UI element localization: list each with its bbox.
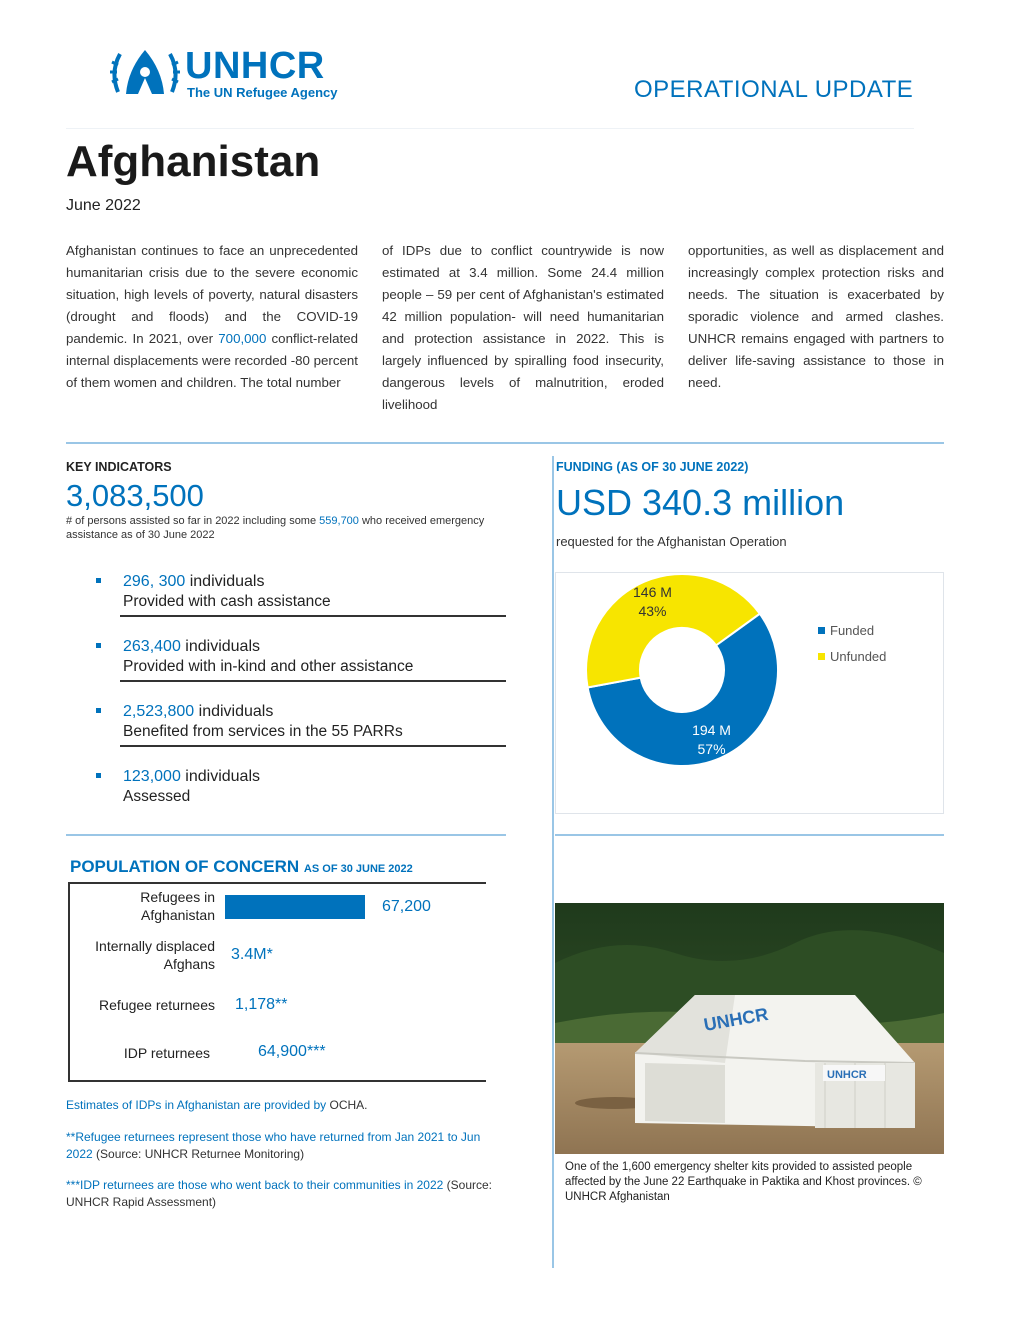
population-row-label: Refugee returnees bbox=[99, 997, 215, 1013]
indicator-underline bbox=[120, 615, 506, 617]
tent-photo-illustration bbox=[555, 903, 944, 1154]
indicator-underline bbox=[120, 745, 506, 747]
document-type: OPERATIONAL UPDATE bbox=[634, 76, 914, 103]
section-divider bbox=[66, 442, 944, 444]
note-text: OCHA. bbox=[329, 1098, 368, 1112]
note-text: (Source: UNHCR Returnee Monitoring) bbox=[96, 1147, 305, 1161]
indicator-value: 263,400 bbox=[123, 638, 181, 655]
label-line: Internally displaced bbox=[95, 938, 215, 954]
population-title bbox=[70, 856, 413, 880]
note-text: ***IDP returnees are those who went back to their communities in 2022 bbox=[66, 1178, 447, 1192]
legend-label: Funded bbox=[830, 623, 875, 638]
funding-title: FUNDING (AS OF 30 JUNE 2022) bbox=[556, 460, 749, 474]
tent-side-logo-text: UNHCR bbox=[827, 1069, 867, 1081]
funding-amount: USD 340.3 million bbox=[556, 482, 845, 523]
chart-legend bbox=[818, 623, 886, 665]
label-line: Refugees in bbox=[140, 889, 215, 905]
report-date: June 2022 bbox=[66, 197, 141, 214]
note-text: (Source: UNHCR Rapid Assessment) bbox=[66, 1178, 493, 1209]
indicator-label: Assessed bbox=[123, 788, 191, 805]
indicator-item bbox=[96, 702, 506, 750]
intro-column-1 bbox=[66, 240, 358, 394]
indicator-unit: individuals bbox=[180, 768, 260, 785]
population-title-suffix: AS OF 30 JUNE 2022 bbox=[303, 863, 413, 875]
section-divider bbox=[555, 834, 944, 836]
funding-subtitle: requested for the Afghanistan Operation bbox=[556, 534, 787, 549]
legend-swatch bbox=[818, 627, 825, 634]
tent-logo-text: UNHCR bbox=[702, 1003, 770, 1035]
bullet-icon bbox=[96, 578, 101, 583]
desc-highlight: 559,700 bbox=[319, 515, 359, 527]
intro-column-3: opportunities, as well as displacement and increasingly complex protection risks and needs. The situation is exacerbated by sporadic violence and armed clashes. UNHCR remains engaged with partners to deliver life-saving assistance to those in need. bbox=[688, 243, 944, 390]
indicator-value: 123,000 bbox=[123, 768, 181, 785]
legend-item-unfunded bbox=[818, 649, 886, 665]
slice-value-label: 146 M bbox=[633, 584, 672, 601]
footnote-2 bbox=[66, 1129, 496, 1163]
key-indicators-description bbox=[66, 514, 506, 542]
page-title: Afghanistan bbox=[66, 137, 321, 186]
funding-chart bbox=[555, 572, 944, 814]
intro-highlight: 700,000 bbox=[218, 331, 267, 346]
population-title-text: POPULATION OF CONCERN bbox=[70, 857, 300, 876]
label-line: Afghans bbox=[163, 956, 215, 972]
population-row-label bbox=[70, 937, 215, 973]
indicator-unit: individuals bbox=[185, 573, 265, 590]
population-value: 3.4M* bbox=[231, 946, 273, 963]
donut-chart bbox=[556, 573, 945, 815]
footnote-1 bbox=[66, 1097, 496, 1114]
bullet-icon bbox=[96, 643, 101, 648]
legend-item-funded bbox=[818, 623, 886, 639]
desc-text: who received emergency assistance as of 30 June 2022 bbox=[66, 515, 485, 541]
indicator-label: Provided with cash assistance bbox=[123, 593, 331, 610]
indicator-label: Provided with in-kind and other assistance bbox=[123, 658, 414, 675]
key-indicators-title: KEY INDICATORS bbox=[66, 460, 172, 474]
indicator-value: 296, 300 bbox=[123, 573, 186, 590]
shelter-photo bbox=[555, 903, 944, 1154]
column-divider bbox=[552, 456, 554, 1268]
label-line: Afghanistan bbox=[141, 907, 215, 923]
note-text: **Refugee returnees represent those who have returned from Jan 2021 to Jun 2022 bbox=[66, 1130, 481, 1161]
population-value: 67,200 bbox=[382, 898, 431, 915]
section-divider bbox=[66, 834, 506, 836]
legend-label: Unfunded bbox=[830, 649, 887, 664]
intro-text: Afghanistan continues to face an unprecedented humanitarian crisis due to the severe economic situation, high levels of poverty, natural disasters (drought and floods) and the COVID-19 pandemic. In 2021, over bbox=[66, 243, 358, 346]
bullet-icon bbox=[96, 708, 101, 713]
population-row-label: IDP returnees bbox=[123, 1045, 210, 1061]
indicator-item bbox=[96, 767, 506, 815]
slice-value-label: 194 M bbox=[692, 721, 731, 738]
logo-wordmark: UNHCR bbox=[185, 45, 325, 87]
header-divider bbox=[66, 128, 914, 129]
key-indicators-total: 3,083,500 bbox=[66, 478, 204, 513]
indicator-underline bbox=[120, 680, 506, 682]
population-bar bbox=[225, 895, 365, 919]
unhcr-emblem-icon bbox=[108, 42, 182, 104]
indicator-item bbox=[96, 637, 506, 685]
slice-percent-label: 43% bbox=[638, 603, 667, 620]
legend-swatch bbox=[818, 653, 825, 660]
slice-percent-label: 57% bbox=[697, 740, 726, 757]
indicator-value: 2,523,800 bbox=[123, 703, 195, 720]
intro-text: conflict-related internal displacements were recorded -80 percent of them women and children. The total number bbox=[66, 331, 359, 390]
population-value: 1,178** bbox=[235, 996, 288, 1013]
footnote-3 bbox=[66, 1177, 496, 1211]
note-text: Estimates of IDPs in Afghanistan are provided by bbox=[66, 1098, 330, 1112]
indicator-unit: individuals bbox=[180, 638, 260, 655]
intro-column-2: of IDPs due to conflict countrywide is now estimated at 3.4 million. Some 24.4 million people – 59 per cent of Afghanistan's estimated 42 million population- will need humanitarian and protection assistance in 2022. This is largely influenced by spiralling food insecurity, dangerous levels of malnutrition, eroded livelihood bbox=[382, 243, 664, 412]
desc-text: # of persons assisted so far in 2022 including some bbox=[66, 515, 320, 527]
indicator-label: Benefited from services in the 55 PARRs bbox=[123, 723, 403, 740]
population-value: 64,900*** bbox=[258, 1043, 326, 1060]
logo-tagline: The UN Refugee Agency bbox=[187, 85, 338, 100]
population-row-label bbox=[70, 888, 215, 924]
indicator-unit: individuals bbox=[194, 703, 274, 720]
photo-caption: One of the 1,600 emergency shelter kits provided to assisted people affected by the June 22 Earthquake in Paktika and Khost provinces. © UNHCR Afghanistan bbox=[565, 1161, 922, 1203]
bullet-icon bbox=[96, 773, 101, 778]
indicator-item bbox=[96, 572, 506, 620]
